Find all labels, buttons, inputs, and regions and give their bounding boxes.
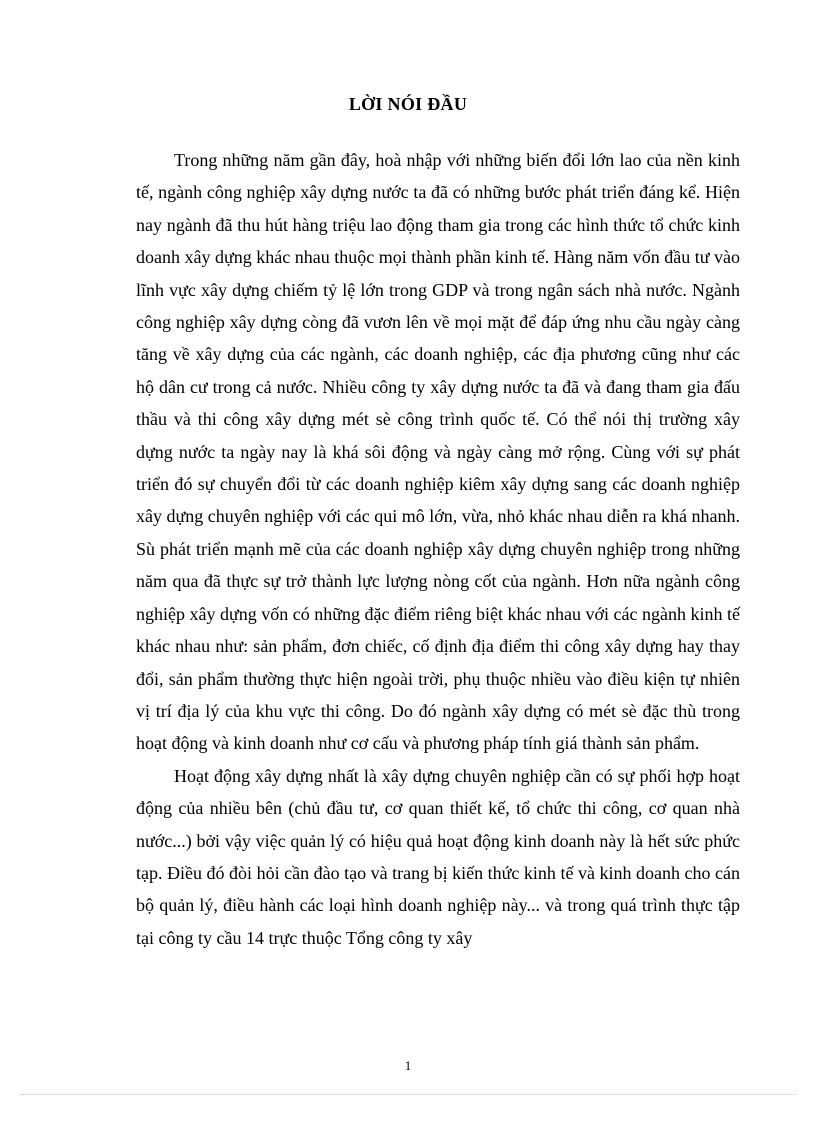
body-text <box>136 144 740 954</box>
paragraph-2: Hoạt động xây dựng nhất là xây dựng chuyên nghiệp cần có sự phối hợp hoạt động của nhiều bên (chủ đầu tư, cơ quan thiết kế, tổ chức thi công, cơ quan nhà nước...) bởi vậy việc quản lý có hiệu quả hoạt động kinh doanh này là hết sức phức tạp. Điều đó đòi hỏi cần đào tạo và trang bị kiến thức kinh tế và kinh doanh cho cán bộ quản lý, điều hành các loại hình doanh nghiệp này... và trong quá trình thực tập tại công ty cầu 14 trực thuộc Tổng công ty xây <box>136 765 740 948</box>
page-title: LỜI NÓI ĐẦU <box>348 94 468 114</box>
page-number: 1 <box>404 1058 412 1073</box>
page-bottom-divider <box>20 1094 796 1095</box>
paragraph-1: Trong những năm gần đây, hoà nhập với những biến đổi lớn lao của nền kinh tế, ngành công nghiệp xây dựng nước ta đã có những bước phát triển đáng kể. Hiện nay ngành đã thu hút hàng triệu lao động tham gia trong các hình thức tổ chức kinh doanh xây dựng khác nhau thuộc mọi thành phần kinh tế. Hàng năm vốn đầu tư vào lĩnh vực xây dựng chiếm tỷ lệ lớn trong GDP và trong ngân sách nhà nước. Ngành công nghiệp xây dựng còng đã vươn lên về mọi mặt để đáp ứng nhu cầu ngày càng tăng về xây dựng của các ngành, các doanh nghiệp, các địa phương cũng như các hộ dân cư trong cả nước. Nhiều công ty xây dựng nước ta đã và đang tham gia đấu thầu và thi công xây dựng mét sè công trình quốc tế. Có thể nói thị trường xây dựng nước ta ngày nay là khá sôi động và ngày càng mở rộng. Cùng với sự phát triển đó sự chuyển đổi từ các doanh nghiệp kiêm xây dựng sang các doanh nghiệp xây dựng chuyên nghiệp với các qui mô lớn, vừa, nhỏ khác nhau diễn ra khá nhanh. Sù phát triển mạnh mẽ của các doanh nghiệp xây dựng chuyên nghiệp trong những năm qua đã thực sự trở thành lực lượng nòng cốt của ngành. Hơn nữa ngành công nghiệp xây dựng vốn có những đặc điểm riêng biệt khác nhau với các ngành kinh tế khác nhau như: sản phẩm, đơn chiếc, cố định địa điểm thi công xây dựng hay thay đổi, sản phẩm thường thực hiện ngoài trời, phụ thuộc nhiều vào điều kiện tự nhiên vị trí địa lý của khu vực thi công. Do đó ngành xây dựng có mét sè đặc thù trong hoạt động và kinh doanh như cơ cấu và phương pháp tính giá thành sản phẩm. <box>136 150 740 754</box>
